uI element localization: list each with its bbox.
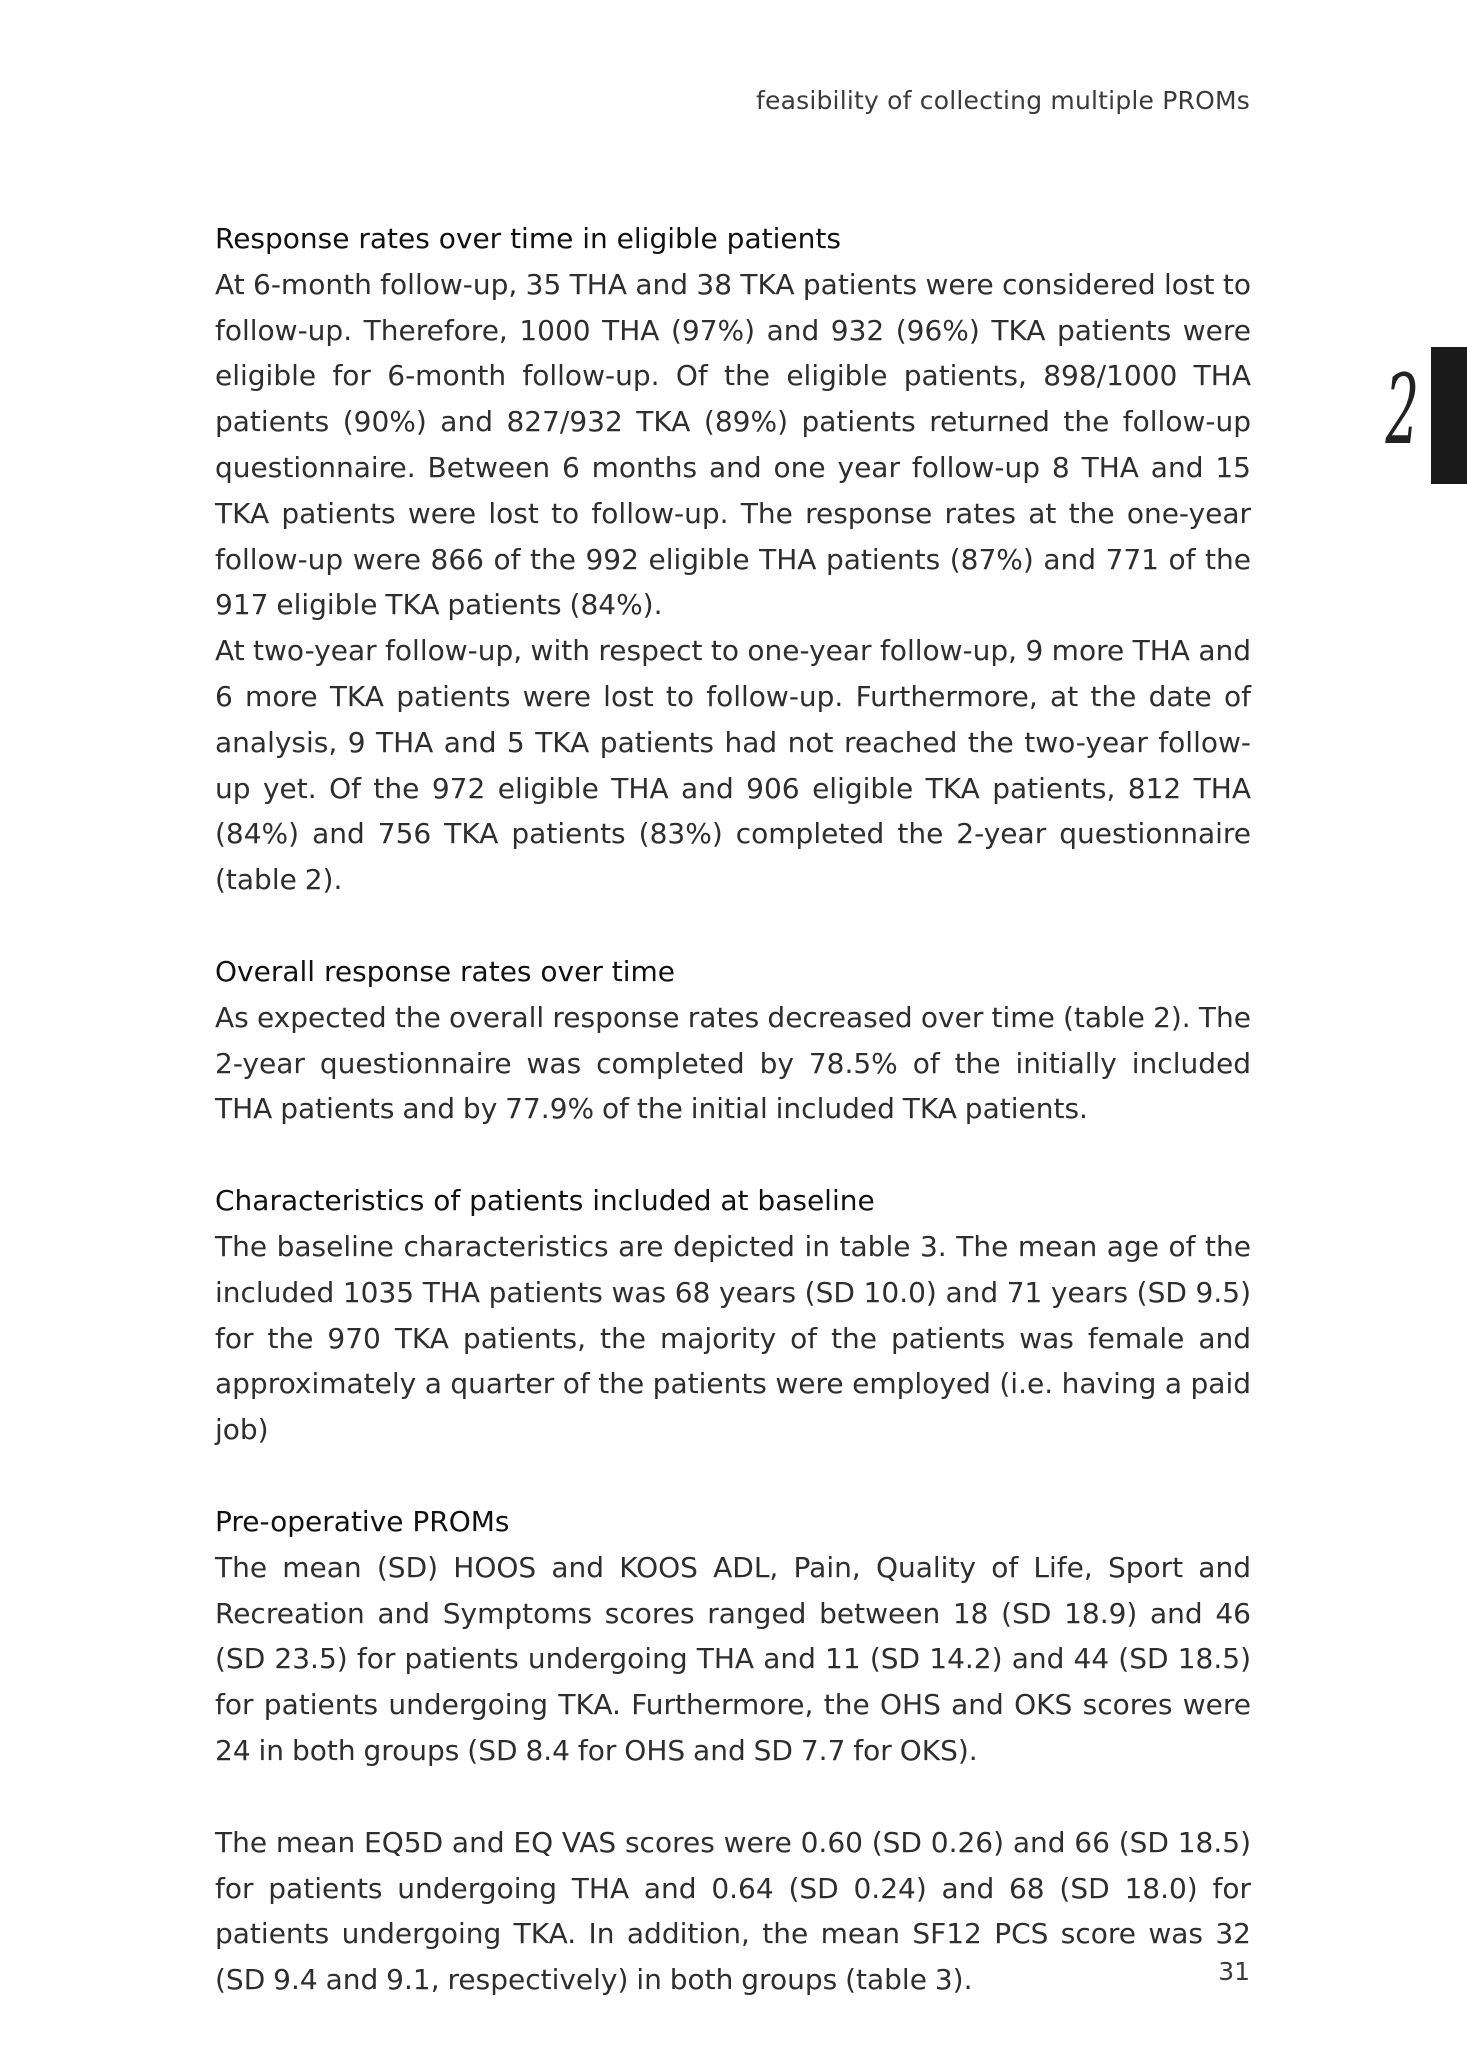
section-heading: Pre-operative PROMs [215,1504,510,1538]
chapter-number: 2 [1385,354,1419,466]
paragraph: At 6-month follow-up, 35 THA and 38 TKA patients were considered lost to follow-up. Therefore, 1000 THA (97%) and 932 (96%) TKA patients were eligible for 6-month follow-up. Of the eligible patients, 898/1000 THA patients (90%) and 827/932 TKA (89%) patients returned the follow-up questionnaire. Between 6 months and one year follow-up 8 THA and 15 TKA patients were lost to follow-up. The response rates at the one-year follow-up were 866 of the 992 eligible THA patients (87%) and 771 of the 917 eligible TKA patients (84%). [215,267,1251,622]
section-response-rates-eligible [215,216,1251,903]
section-baseline-characteristics [215,1178,1251,1453]
section-overall-response-rates [215,949,1251,1132]
paragraph: The mean EQ5D and EQ VAS scores were 0.60 (SD 0.26) and 66 (SD 18.5) for patients undergoing THA and 0.64 (SD 0.24) and 68 (SD 18.0) for patients undergoing TKA. In addition, the mean SF12 PCS score was 32 (SD 9.4 and 9.1, respectively) in both groups (table 3). [215,1825,1251,1997]
section-heading: Response rates over time in eligible patients [215,222,841,255]
section-heading: Overall response rates over time [215,954,676,988]
paragraph: The mean (SD) HOOS and KOOS ADL, Pain, Quality of Life, Sport and Recreation and Symptoms scores ranged between 18 (SD 18.9) and 46 (SD 23.5) for patients undergoing THA and 11 (SD 14.2) and 44 (SD 18.5) for patients undergoing TKA. Furthermore, the OHS and OKS scores were 24 in both groups (SD 8.4 for OHS and SD 7.7 for OKS). [215,1550,1251,1767]
page-number: 31 [1218,1957,1250,1986]
section-heading: Characteristics of patients included at baseline [215,1184,875,1218]
paragraph: The baseline characteristics are depicted in table 3. The mean age of the included 1035 THA patients was 68 years (SD 10.0) and 71 years (SD 9.5) for the 970 TKA patients, the majority of the patients was female and approximately a quarter of the patients were employed (i.e. having a paid job) [215,1229,1251,1447]
running-header: feasibility of collecting multiple PROMs [756,86,1250,115]
section-eq5d-scores [215,1820,1251,2003]
paragraph: As expected the overall response rates decreased over time (table 2). The 2-year questionnaire was completed by 78.5% of the initially included THA patients and by 77.9% of the initial included TKA patients. [215,1000,1251,1126]
section-preoperative-proms [215,1499,1251,1774]
body-content [215,216,1251,2003]
chapter-tab-marker [1431,347,1467,484]
paragraph: At two-year follow-up, with respect to one-year follow-up, 9 more THA and 6 more TKA patients were lost to follow-up. Furthermore, at the date of analysis, 9 THA and 5 TKA patients had not reached the two-year follow-up yet. Of the 972 eligible THA and 906 eligible TKA patients, 812 THA (84%) and 756 TKA patients (83%) completed the 2-year questionnaire (table 2). [215,634,1251,897]
